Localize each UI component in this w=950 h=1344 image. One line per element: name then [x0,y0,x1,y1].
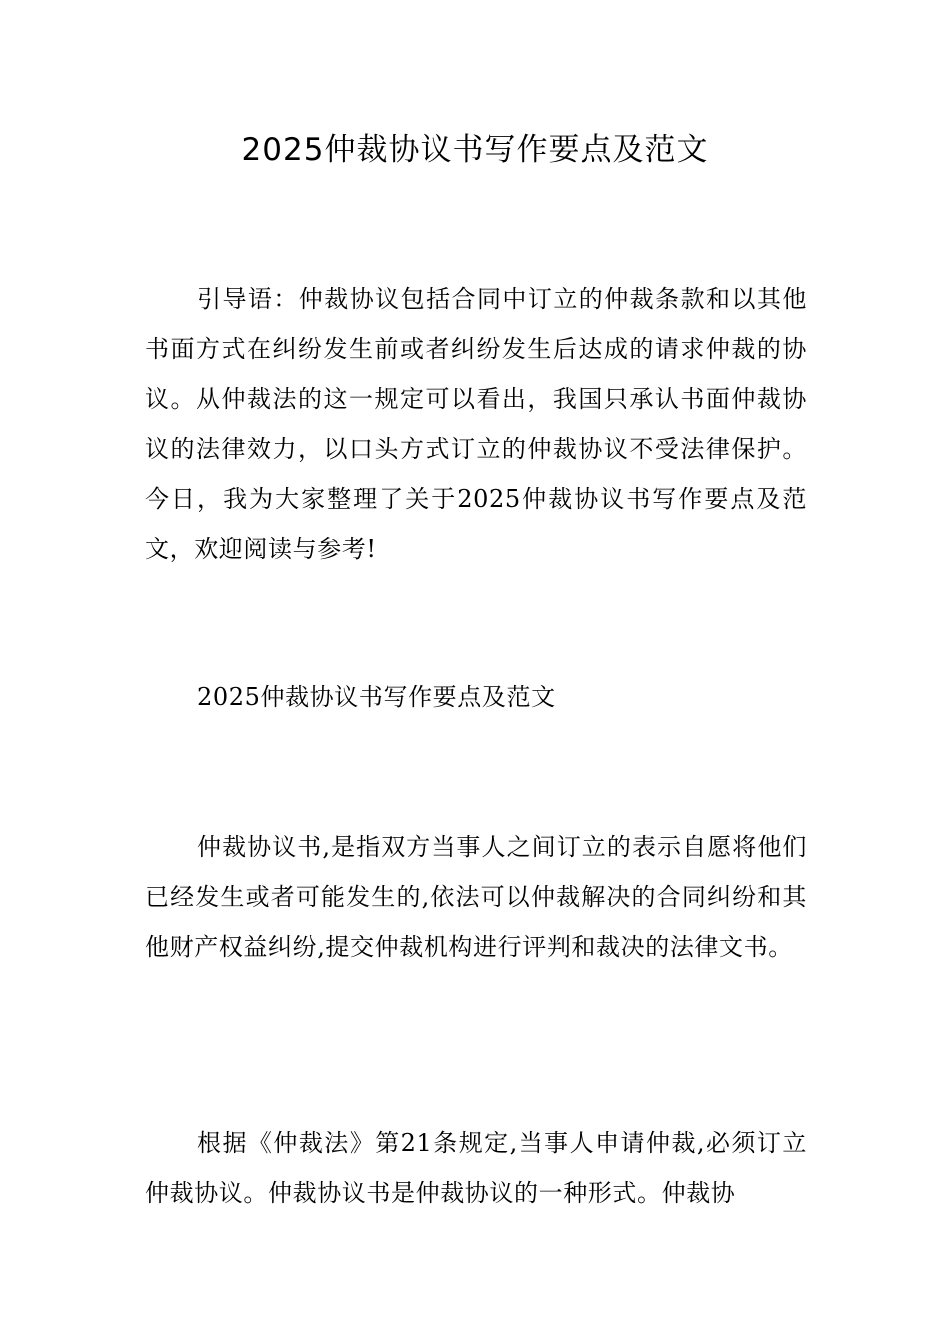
intro-paragraph: 引导语：仲裁协议包括合同中订立的仲裁条款和以其他书面方式在纠纷发生前或者纠纷发生后达成的请求仲裁的协议。从仲裁法的这一规定可以看出，我国只承认书面仲裁协议的法律效力，以口头方式订立的仲裁协议不受法律保护。今日，我为大家整理了关于2025仲裁协议书写作要点及范文，欢迎阅读与参考! [145,285,807,563]
section-heading: 2025仲裁协议书写作要点及范文 [197,683,556,711]
legal-basis-paragraph: 根据《仲裁法》第21条规定,当事人申请仲裁,必须订立仲裁协议。仲裁协议书是仲裁协议的一种形式。仲裁协 [145,1129,807,1207]
document-title: 2025仲裁协议书写作要点及范文 [241,132,709,168]
definition-paragraph: 仲裁协议书,是指双方当事人之间订立的表示自愿将他们已经发生或者可能发生的,依法可以仲裁解决的合同纠纷和其他财产权益纠纷,提交仲裁机构进行评判和裁决的法律文书。 [145,833,807,961]
